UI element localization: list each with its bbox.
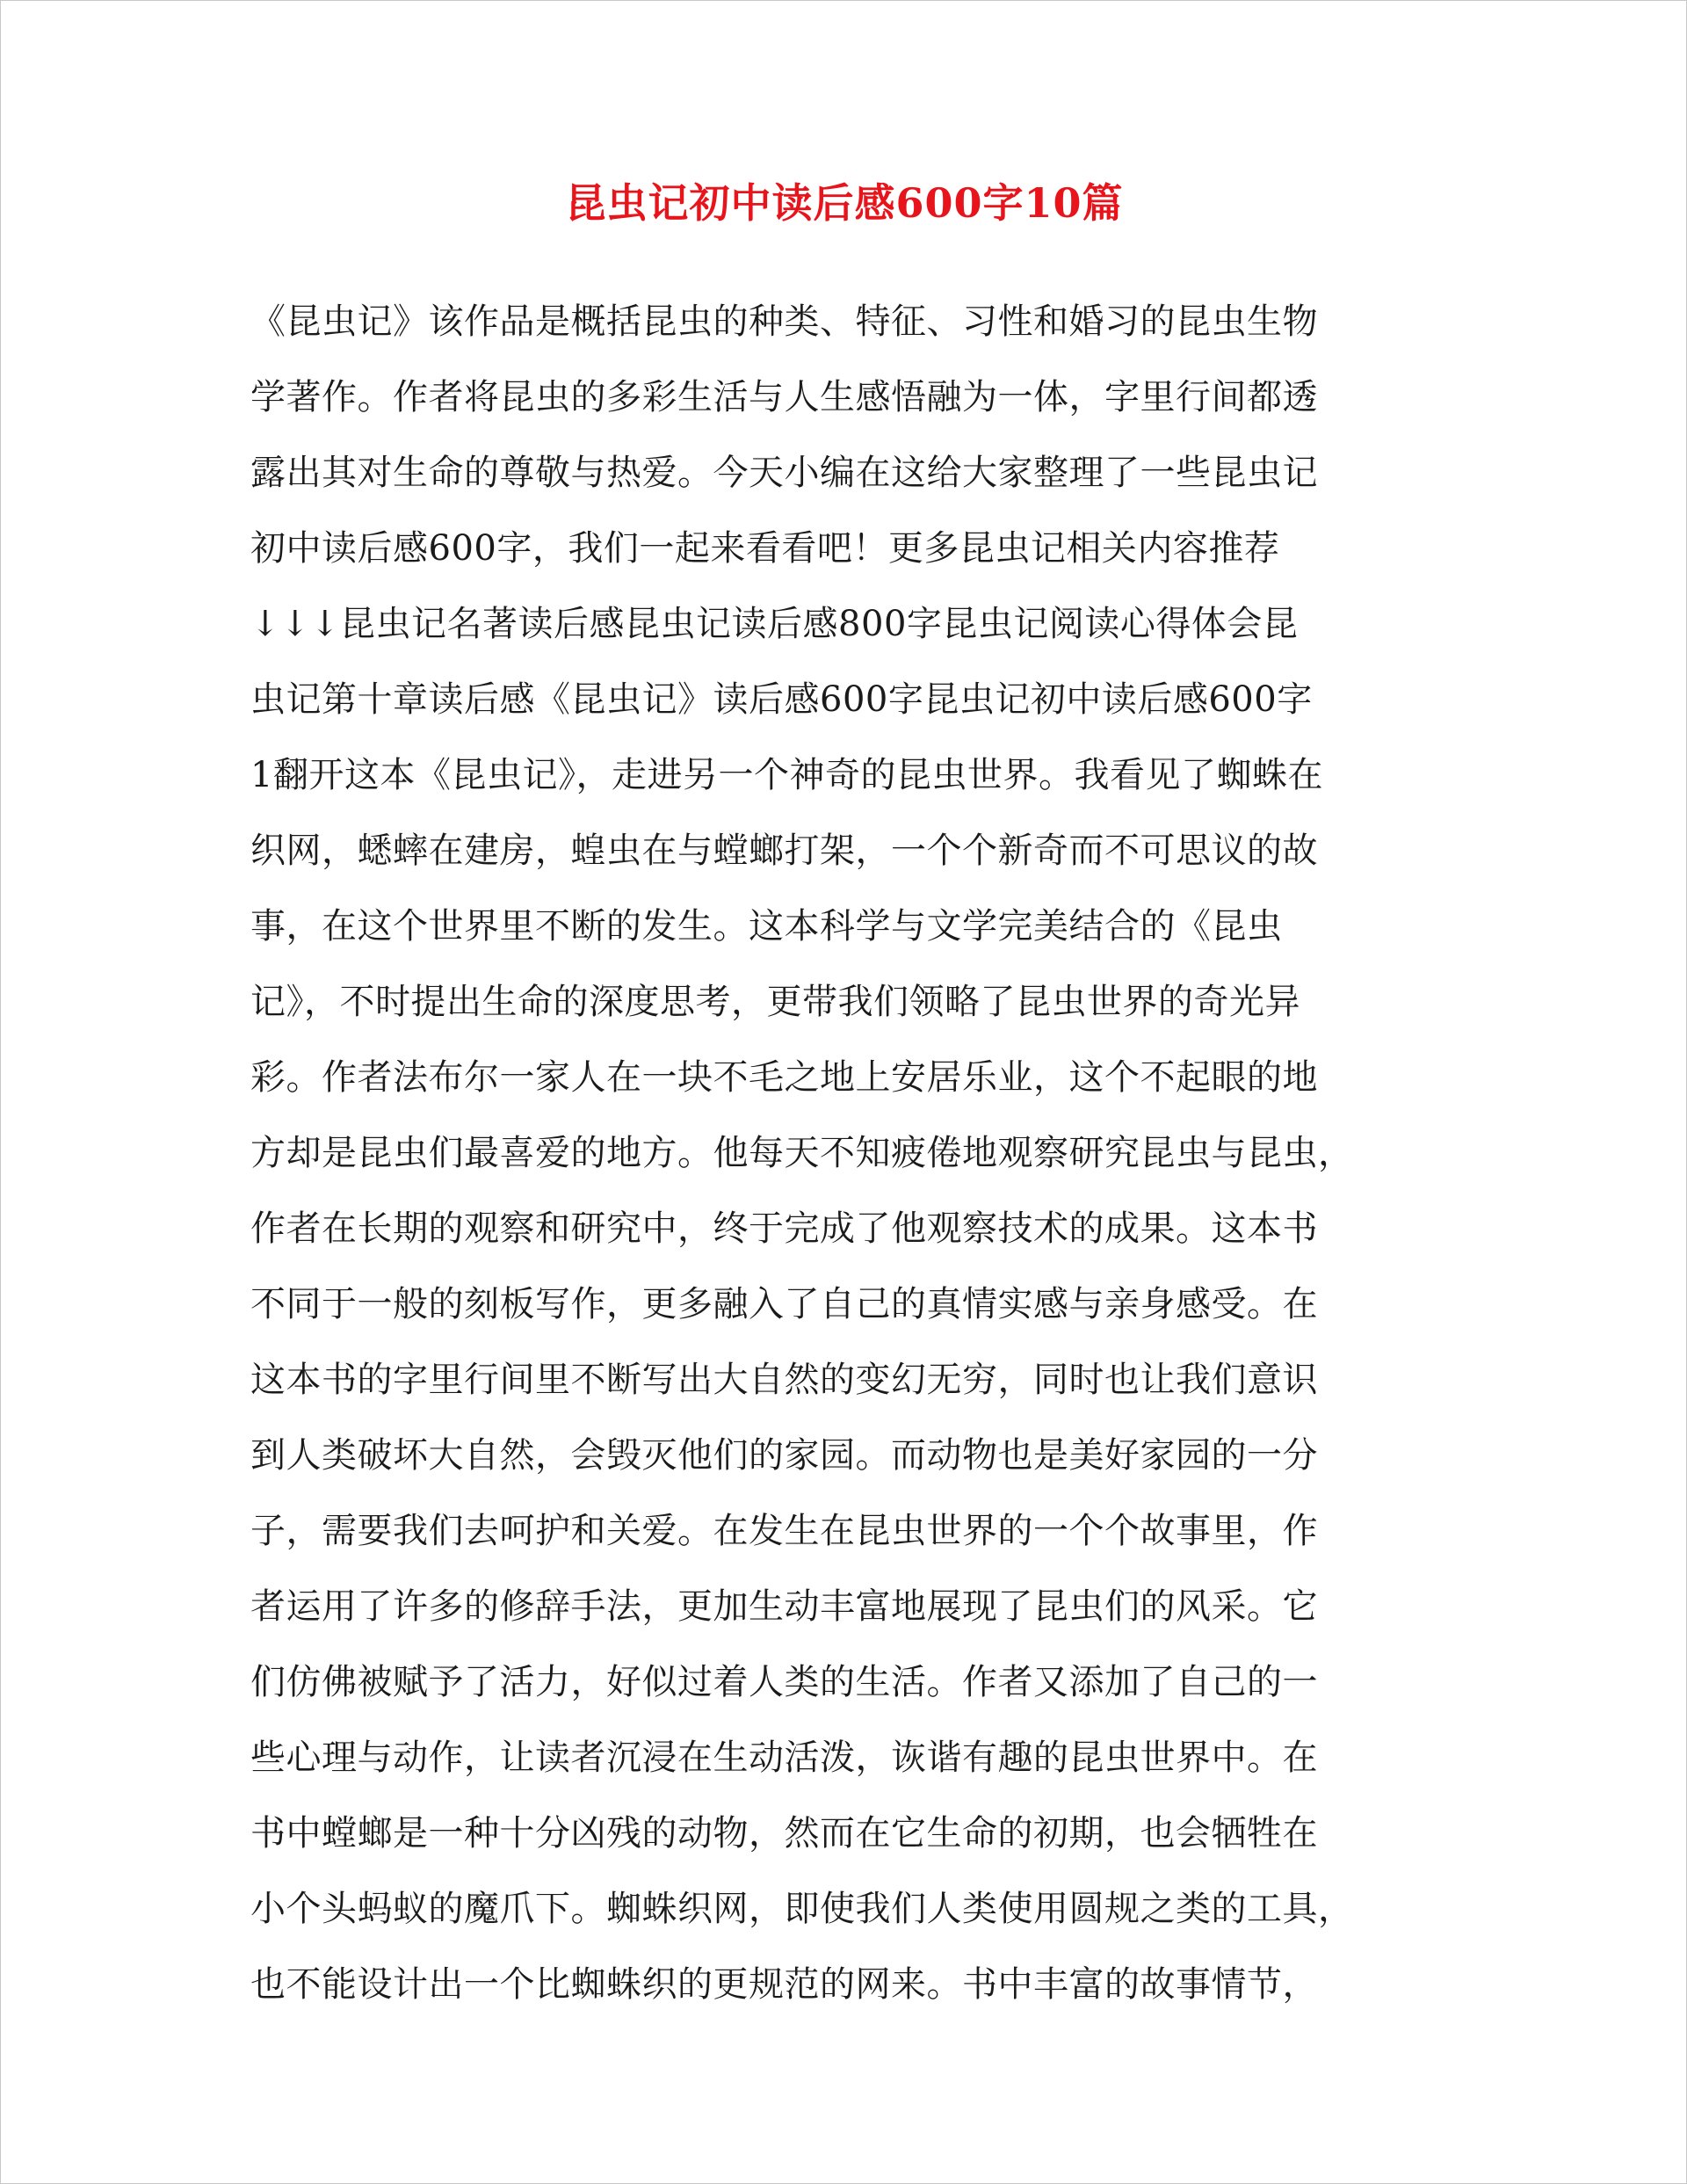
body-line: 织网，蟋蟀在建房，蝗虫在与螳螂打架，一个个新奇而不可思议的故 — [250, 831, 1318, 871]
body-line: 小个头蚂蚁的魔爪下。蜘蛛织网，即使我们人类使用圆规之类的工具， — [250, 1889, 1354, 1929]
body-line: 露出其对生命的尊敬与热爱。今天小编在这给大家整理了一些昆虫记 — [250, 453, 1318, 493]
body-line: 者运用了许多的修辞手法，更加生动丰富地展现了昆虫们的风采。它 — [250, 1586, 1318, 1627]
body-line: 学著作。作者将昆虫的多彩生活与人生感悟融为一体，字里行间都透 — [250, 377, 1318, 417]
body-line: 书中螳螂是一种十分凶残的动物，然而在它生命的初期，也会牺牲在 — [250, 1813, 1318, 1854]
body-line: 虫记第十章读后感《昆虫记》读后感600字昆虫记初中读后感600字 — [250, 679, 1313, 720]
body-line: 些心理与动作，让读者沉浸在生动活泼，诙谐有趣的昆虫世界中。在 — [250, 1738, 1318, 1778]
body-line: ↓↓↓昆虫记名著读后感昆虫记读后感800字昆虫记阅读心得体会昆 — [250, 604, 1299, 644]
body-line: 也不能设计出一个比蜘蛛织的更规范的网来。书中丰富的故事情节， — [250, 1964, 1318, 2005]
body-line: 1翻开这本《昆虫记》，走进另一个神奇的昆虫世界。我看见了蜘蛛在 — [250, 755, 1323, 795]
body-line: 们仿佛被赋予了活力，好似过着人类的生活。作者又添加了自己的一 — [250, 1662, 1318, 1702]
body-line: 这本书的字里行间里不断写出大自然的变幻无穷，同时也让我们意识 — [250, 1360, 1318, 1400]
body-line: 记》，不时提出生命的深度思考，更带我们领略了昆虫世界的奇光异 — [250, 982, 1300, 1022]
body-line: 初中读后感600字，我们一起来看看吧！更多昆虫记相关内容推荐 — [250, 528, 1280, 569]
body-line: 事，在这个世界里不断的发生。这本科学与文学完美结合的《昆虫 — [250, 906, 1283, 947]
body-line: 作者在长期的观察和研究中，终于完成了他观察技术的成果。这本书 — [250, 1208, 1318, 1249]
document-body — [250, 284, 1481, 2022]
body-line: 不同于一般的刻板写作，更多融入了自己的真情实感与亲身感受。在 — [250, 1284, 1318, 1324]
body-line: 到人类破坏大自然，会毁灭他们的家园。而动物也是美好家园的一分 — [250, 1435, 1318, 1476]
body-line: 方却是昆虫们最喜爱的地方。他每天不知疲倦地观察研究昆虫与昆虫， — [250, 1133, 1354, 1173]
body-line: 《昆虫记》该作品是概括昆虫的种类、特征、习性和婚习的昆虫生物 — [250, 301, 1318, 342]
body-line: 彩。作者法布尔一家人在一块不毛之地上安居乐业，这个不起眼的地 — [250, 1057, 1318, 1098]
body-line: 子，需要我们去呵护和关爱。在发生在昆虫世界的一个个故事里，作 — [250, 1511, 1318, 1551]
document-title: 昆虫记初中读后感600字10篇 — [565, 179, 1124, 227]
